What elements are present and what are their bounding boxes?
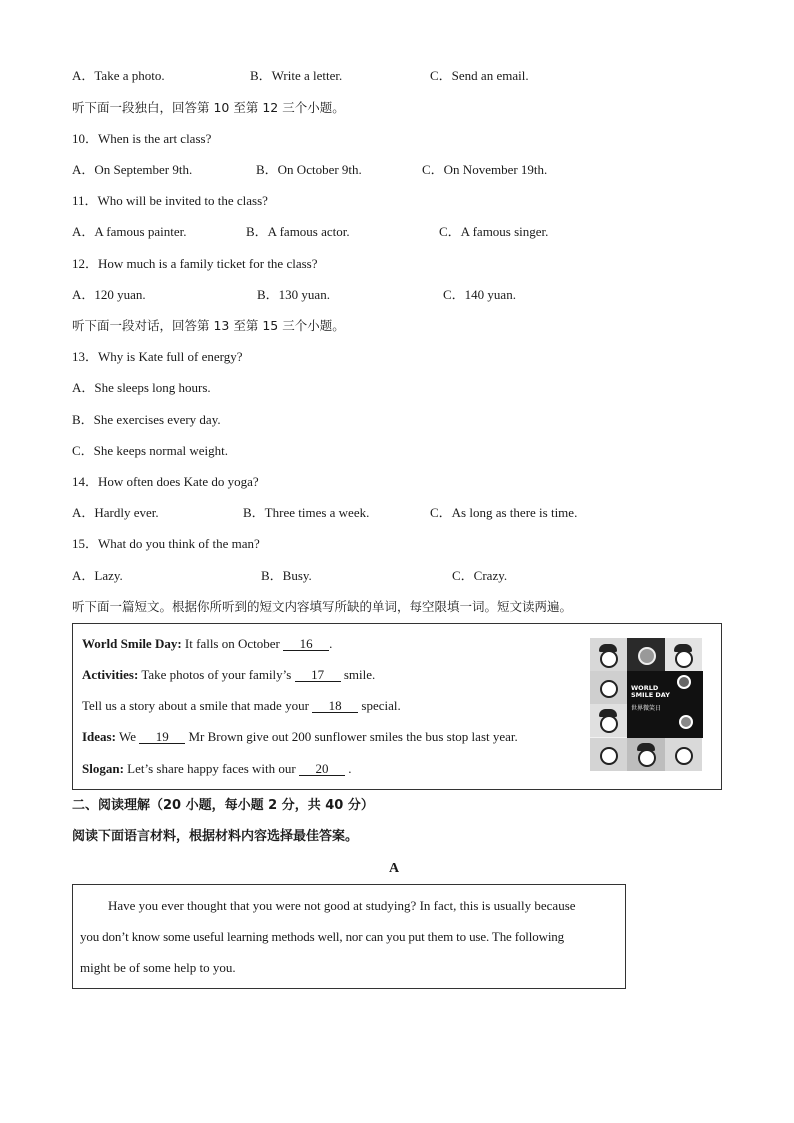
q11-stem: 11．Who will be invited to the class? [72, 193, 268, 208]
q12-option-c: C．140 yuan. [443, 287, 516, 302]
notes-text-end: smile. [343, 667, 376, 682]
part2-heading: 二、阅读理解（20 小题，每小题 2 分，共 40 分） [72, 798, 374, 813]
part2-instruction: 阅读下面语言材料，根据材料内容选择最佳答案。 [72, 829, 359, 844]
poster-title-line2: SMILE DAY [631, 691, 670, 699]
q14-stem: 14．How often does Kate do yoga? [72, 474, 259, 489]
notes-text-end: . [348, 761, 352, 776]
q13-option-b: B．She exercises every day. [72, 412, 221, 427]
q12-option-a: A．120 yuan. [72, 287, 146, 302]
notes-text: It falls on October [184, 636, 280, 651]
q10-stem: 10．When is the art class? [72, 131, 212, 146]
poster-title-line1: WORLD [631, 684, 659, 692]
q13-option-c: C．She keeps normal weight. [72, 443, 228, 458]
notes-text-end: . [329, 636, 333, 651]
q11-option-b: B．A famous actor. [246, 224, 350, 239]
q10-option-c: C．On November 19th. [422, 162, 548, 177]
q15-option-a: A．Lazy. [72, 568, 123, 583]
blank-20[interactable]: 20 [299, 762, 345, 776]
q13-option-a: A．She sleeps long hours. [72, 380, 211, 395]
notes-text: Let’s share happy faces with our [127, 761, 296, 776]
poster-face-icon [677, 675, 691, 689]
notes-label-world-smile-day: World Smile Day: [82, 636, 182, 651]
blank-19[interactable]: 19 [139, 730, 185, 744]
q15-option-b: B．Busy. [261, 568, 312, 583]
notes-row-ideas [82, 729, 518, 745]
q9-option-c: C．Send an email. [430, 68, 529, 83]
notes-text-end: special. [361, 698, 401, 713]
q15-option-c: C．Crazy. [452, 568, 508, 583]
notes-label-ideas: Ideas: [82, 729, 116, 744]
section-dialogue-instruction: 听下面一段对话，回答第 13 至第 15 三个小题。 [72, 318, 345, 333]
poster-photo [665, 638, 702, 671]
q10-option-b: B．On October 9th. [256, 162, 362, 177]
poster-photo [627, 638, 665, 671]
q9-option-b: B．Write a letter. [250, 68, 343, 83]
notes-row-date [82, 636, 332, 652]
blank-16[interactable]: 16 [283, 637, 329, 651]
notes-text: Tell us a story about a smile that made your [82, 698, 309, 713]
notes-row-activities [82, 667, 375, 683]
notes-text: We [118, 729, 136, 744]
poster-photo [590, 671, 627, 704]
blank-18[interactable]: 18 [312, 699, 358, 713]
poster-photo [665, 738, 702, 771]
q11-option-a: A．A famous painter. [72, 224, 187, 239]
poster-photo [627, 738, 665, 771]
q12-stem: 12．How much is a family ticket for the class? [72, 256, 318, 271]
poster-photo [590, 704, 627, 737]
passage-a-line2: you don’t know some useful learning methods well, nor can you put them to use. The following [80, 929, 564, 944]
notes-text: Take photos of your family’s [141, 667, 292, 682]
q14-option-a: A．Hardly ever. [72, 505, 159, 520]
poster-face-icon [679, 715, 693, 729]
section-passage-instruction: 听下面一篇短文。根据你所听到的短文内容填写所缺的单词，每空限填一词。短文读两遍。 [72, 599, 573, 614]
notes-label-activities: Activities: [82, 667, 139, 682]
passage-a-line3: might be of some help to you. [80, 960, 236, 975]
poster-title-panel [627, 671, 703, 738]
q15-stem: 15．What do you think of the man? [72, 536, 260, 551]
q10-option-a: A．On September 9th. [72, 162, 193, 177]
q14-option-c: C．As long as there is time. [430, 505, 578, 520]
passage-a-title: A [389, 861, 400, 876]
notes-row-slogan [82, 761, 352, 777]
poster-photo [590, 738, 627, 771]
notes-text-end: Mr Brown give out 200 sunflower smiles the bus stop last year. [188, 729, 518, 744]
q13-stem: 13．Why is Kate full of energy? [72, 349, 243, 364]
q14-option-b: B．Three times a week. [243, 505, 370, 520]
q12-option-b: B．130 yuan. [257, 287, 330, 302]
passage-a-line1: Have you ever thought that you were not good at studying? In fact, this is usually because [108, 898, 576, 913]
section-monologue-instruction: 听下面一段独白，回答第 10 至第 12 三个小题。 [72, 100, 345, 115]
notes-row-story [82, 698, 401, 714]
notes-label-slogan: Slogan: [82, 761, 124, 776]
q9-option-a: A．Take a photo. [72, 68, 165, 83]
poster-photo [590, 638, 627, 671]
q11-option-c: C．A famous singer. [439, 224, 549, 239]
poster-title-cn: 世界微笑日 [631, 705, 662, 712]
blank-17[interactable]: 17 [295, 668, 341, 682]
